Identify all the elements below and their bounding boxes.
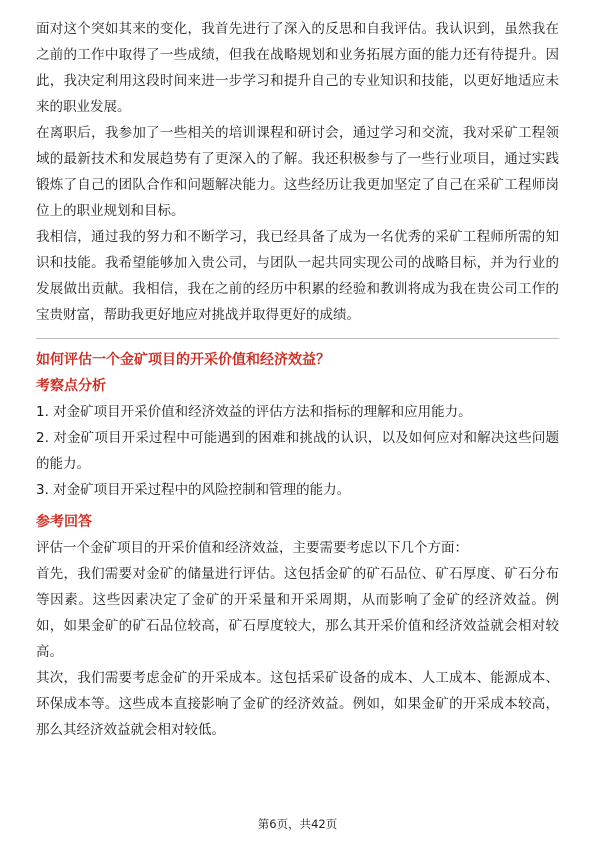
intro-paragraph-3: 我相信，通过我的努力和不断学习，我已经具备了成为一名优秀的采矿工程师所需的知识和技能。我希望能够加入贵公司，与团队一起共同实现公司的战略目标，并为行业的发展做出贡献。我相信，我在之前的经历中积累的经验和教训将成为我在贵公司工作的宝贵财富，帮助我更好地应对挑战并取得更好的成绩。 [36, 229, 559, 323]
question-heading: 如何评估一个金矿项目的开采价值和经济效益？ [36, 352, 330, 368]
answer-title: 参考回答 [36, 514, 92, 530]
page-number: 第6页，共42页 [257, 817, 338, 831]
intro-paragraph-1: 面对这个突如其来的变化，我首先进行了深入的反思和自我评估。我认识到，虽然我在之前的工作中取得了一些成绩，但我在战略规划和业务拓展方面的能力还有待提升。因此，我决定利用这段时间来进一步学习和提升自己的专业知识和技能，以更好地适应未来的职业发展。 [36, 21, 559, 115]
answer-paragraph-3: 其次，我们需要考虑金矿的开采成本。这包括采矿设备的成本、人工成本、能源成本、环保成本等。这些成本直接影响了金矿的经济效益。例如，如果金矿的开采成本较高，那么其经济效益就会相对较低。 [36, 670, 559, 738]
analysis-item-3: 3. 对金矿项目开采过程中的风险控制和管理的能力。 [36, 482, 351, 498]
answer-paragraph-2: 首先，我们需要对金矿的储量进行评估。这包括金矿的矿石品位、矿石厚度、矿石分布等因素。这些因素决定了金矿的开采量和开采周期，从而影响了金矿的经济效益。例如，如果金矿的矿石品位较高，矿石厚度较大，那么其开采价值和经济效益就会相对较高。 [36, 566, 559, 660]
analysis-title: 考察点分析 [36, 378, 106, 394]
analysis-item-2: 2. 对金矿项目开采过程中可能遇到的困难和挑战的认识，以及如何应对和解决这些问题的能力。 [36, 430, 559, 472]
intro-paragraph-2: 在离职后，我参加了一些相关的培训课程和研讨会，通过学习和交流，我对采矿工程领域的最新技术和发展趋势有了更深入的了解。我还积极参与了一些行业项目，通过实践锻炼了自己的团队合作和问题解决能力。这些经历让我更加坚定了自己在采矿工程师岗位上的职业规划和目标。 [36, 125, 559, 219]
document-page [36, 16, 559, 743]
answer-paragraph-1: 评估一个金矿项目的开采价值和经济效益，主要需要考虑以下几个方面： [36, 540, 468, 556]
analysis-item-1: 1. 对金矿项目开采价值和经济效益的评估方法和指标的理解和应用能力。 [36, 404, 472, 420]
section-divider [36, 338, 559, 339]
